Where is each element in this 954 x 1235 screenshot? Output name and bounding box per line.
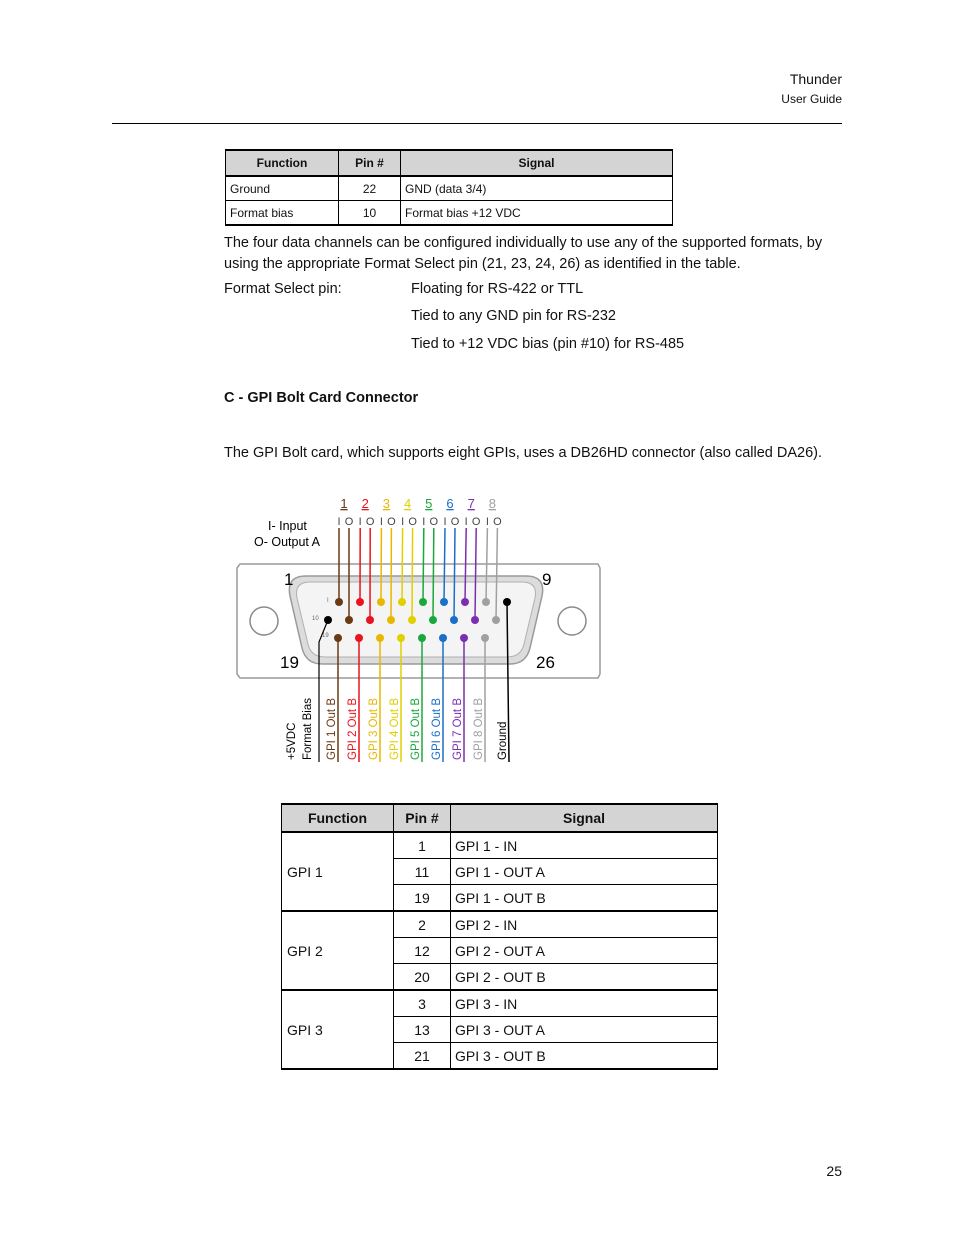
pin-dot: [460, 634, 468, 642]
col-header-pin: Pin #: [339, 150, 401, 176]
cell-function: Format bias: [226, 201, 339, 226]
connector-pin-label: GPI 4 Out B: [389, 698, 401, 760]
gpi-number-label: 2: [361, 496, 369, 511]
pin-label-19: 19: [322, 633, 329, 639]
pin-dot: [377, 598, 385, 606]
mount-hole-left: [250, 607, 278, 635]
cell-pin: 11: [394, 859, 451, 885]
header-rule: [112, 123, 842, 124]
cell-function: GPI 3: [282, 990, 394, 1069]
cell-pin: 12: [394, 938, 451, 964]
io-letter-input: I: [358, 516, 362, 528]
pin-dot: [482, 598, 490, 606]
io-letter-input: I: [443, 516, 447, 528]
header-subtitle: User Guide: [781, 92, 842, 106]
connector-pin-label: Format Bias: [302, 698, 314, 760]
pin-dot: [492, 616, 500, 624]
pin-dot: [439, 634, 447, 642]
io-letter-input: I: [464, 516, 468, 528]
gpi-number-label: 8: [488, 496, 497, 511]
cell-signal: GPI 2 - OUT A: [451, 938, 718, 964]
pin-dot: [450, 616, 458, 624]
table-row: [282, 911, 718, 938]
cell-signal: GPI 1 - OUT B: [451, 885, 718, 912]
cell-signal: GPI 3 - IN: [451, 990, 718, 1017]
table-row: [282, 832, 718, 859]
cell-signal: GPI 2 - OUT B: [451, 964, 718, 991]
cell-pin: 19: [394, 885, 451, 912]
page-number: 25: [826, 1163, 842, 1179]
format-select-option: Floating for RS-422 or TTL: [411, 281, 584, 297]
pin-dot: [366, 616, 374, 624]
corner-label-26: 26: [536, 653, 555, 672]
pin-dot: [345, 616, 353, 624]
io-letter-output: O: [344, 516, 354, 528]
io-letter-output: O: [365, 516, 375, 528]
body-paragraph: The GPI Bolt card, which supports eight GPIs, uses a DB26HD connector (also called DA26).: [224, 445, 822, 461]
col-header-pin: Pin #: [394, 804, 451, 832]
io-letter-output: O: [471, 516, 481, 528]
cell-signal: GPI 3 - OUT A: [451, 1017, 718, 1043]
header-title: Thunder: [789, 71, 842, 87]
io-letter-output: O: [387, 516, 396, 528]
pin-dot: [440, 598, 448, 606]
cell-pin: 2: [394, 911, 451, 938]
connector-pin-label: GPI 2 Out B: [347, 698, 359, 760]
cell-pin: 3: [394, 990, 451, 1017]
pin-dot: [418, 634, 426, 642]
connector-pin-label: GPI 3 Out B: [368, 698, 380, 760]
cell-pin: 1: [394, 832, 451, 859]
pin-dot: [376, 634, 384, 642]
col-header-signal: Signal: [451, 804, 718, 832]
legend-input: I- Input: [268, 519, 307, 533]
cell-signal: GND (data 3/4): [401, 176, 673, 201]
cell-pin: 22: [339, 176, 401, 201]
corner-label-19: 19: [280, 653, 299, 672]
connector-pin-label: GPI 1 Out B: [326, 698, 338, 760]
gpi-number-label: 4: [403, 496, 412, 511]
cell-function: Ground: [226, 176, 339, 201]
gpi-pin-table: [281, 803, 718, 1070]
cell-pin: 20: [394, 964, 451, 991]
table-row: [226, 176, 673, 201]
pin-dot: [461, 598, 469, 606]
pin-dot: [356, 598, 364, 606]
pin-dot: [397, 634, 405, 642]
io-letter-output: O: [450, 516, 460, 528]
pin-dot: [398, 598, 406, 606]
gpi-number-label: 6: [446, 496, 454, 511]
format-select-option: Tied to any GND pin for RS-232: [411, 308, 616, 324]
cell-function: GPI 2: [282, 911, 394, 990]
pin-dot: [503, 598, 511, 606]
io-letter-input: I: [422, 516, 426, 528]
pin-dot: [355, 634, 363, 642]
col-header-signal: Signal: [401, 150, 673, 176]
db26-connector-diagram: [224, 492, 604, 768]
connector-pin-label: Ground: [497, 721, 509, 760]
cell-signal: GPI 1 - IN: [451, 832, 718, 859]
wire-input: [402, 528, 403, 602]
connector-pin-label: GPI 7 Out B: [452, 698, 464, 760]
io-letter-output: O: [429, 516, 439, 528]
pin-label-10: 10: [312, 616, 319, 622]
pin-dot: [387, 616, 395, 624]
pin-dot: [324, 616, 332, 624]
pin-dot: [481, 634, 489, 642]
pin-label-1: I: [327, 598, 329, 604]
table-row: [226, 201, 673, 226]
io-letter-output: O: [493, 516, 502, 528]
cell-pin: 10: [339, 201, 401, 226]
col-header-function: Function: [226, 150, 339, 176]
gpi-number-label: 3: [382, 496, 391, 511]
io-letter-input: I: [379, 516, 383, 528]
wire-input: [444, 528, 445, 602]
section-title: C - GPI Bolt Card Connector: [224, 390, 419, 406]
corner-label-9: 9: [542, 570, 552, 589]
pin-dot: [419, 598, 427, 606]
cell-function: GPI 1: [282, 832, 394, 911]
cell-signal: Format bias +12 VDC: [401, 201, 673, 226]
format-select-label: Format Select pin:: [224, 281, 342, 297]
connector-pin-label: GPI 8 Out B: [473, 698, 485, 760]
wire-output-a: [433, 528, 434, 620]
format-select-option: Tied to +12 VDC bias (pin #10) for RS-485: [411, 336, 685, 352]
io-letter-output: O: [408, 516, 417, 528]
cell-signal: GPI 2 - IN: [451, 911, 718, 938]
cell-signal: GPI 1 - OUT A: [451, 859, 718, 885]
table-row: [282, 990, 718, 1017]
pin-dot: [471, 616, 479, 624]
body-paragraph: The four data channels can be configured individually to use any of the supported formats, by using the appropriate Format Select pin (21, 23, 24, 26) as identified in the table.: [224, 235, 823, 272]
pin-dot: [334, 634, 342, 642]
gpi-number-label: 1: [340, 496, 348, 511]
mount-hole-right: [558, 607, 586, 635]
io-letter-input: I: [485, 516, 489, 528]
wire-output-a: [412, 528, 413, 620]
wire-input: [423, 528, 424, 602]
connector-pin-label: GPI 6 Out B: [431, 698, 443, 760]
cell-pin: 21: [394, 1043, 451, 1070]
connector-pin-label: +5VDC: [286, 722, 298, 760]
pin-dot: [335, 598, 343, 606]
gpi-number-label: 5: [425, 496, 433, 511]
col-header-function: Function: [282, 804, 394, 832]
gpi-number-label: 7: [467, 496, 475, 511]
pin-table-format: [225, 149, 673, 226]
io-letter-input: I: [401, 516, 405, 528]
corner-label-1: 1: [284, 570, 294, 589]
cell-signal: GPI 3 - OUT B: [451, 1043, 718, 1070]
io-letter-input: I: [337, 516, 341, 528]
pin-dot: [429, 616, 437, 624]
pin-dot: [408, 616, 416, 624]
cell-pin: 13: [394, 1017, 451, 1043]
connector-pin-label: GPI 5 Out B: [410, 698, 422, 760]
wire-output-a: [454, 528, 455, 620]
legend-output: O- Output A: [254, 535, 321, 549]
